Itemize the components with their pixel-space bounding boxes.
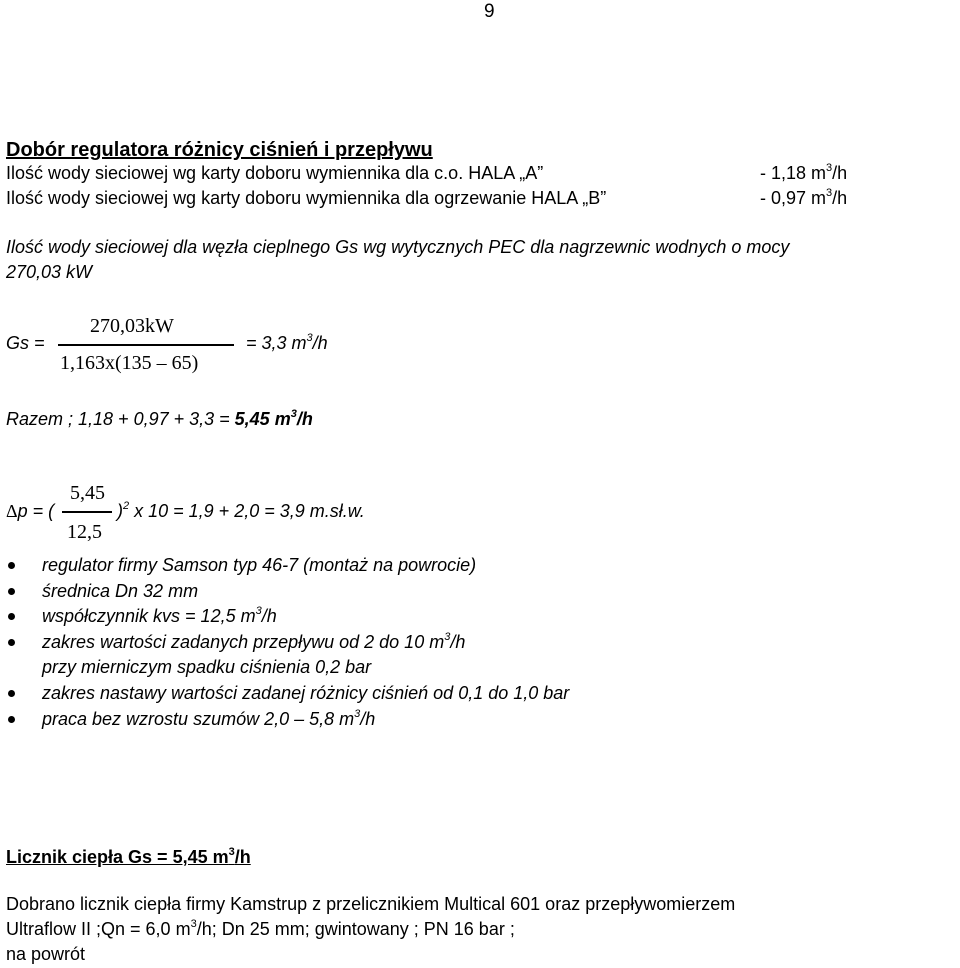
gs-formula-lhs: Gs = (6, 333, 45, 353)
bullet-dot (8, 562, 15, 569)
dp-fraction-line (62, 511, 112, 513)
heat-node-power-text: 270,03 kW (6, 262, 93, 282)
bullet-dot (8, 690, 15, 697)
bullet-dot (8, 588, 15, 595)
water-flow-hala-b-label: Ilość wody sieciowej wg karty doboru wymiennika dla ogrzewanie HALA „B” (6, 188, 607, 208)
gs-formula-denominator: 1,163x(135 – 65) (60, 352, 199, 374)
gs-formula-numerator: 270,03kW (90, 315, 174, 337)
gs-formula-result: = 3,3 $m^3/h$ (246, 332, 328, 353)
bullet-noise: praca bez wzrostu szumów 2,0 – 5,8 $m^3/h$ (42, 708, 376, 729)
bullet-dot (8, 613, 15, 620)
heat-meter-text-line3: na powrót (6, 944, 86, 964)
bullet-kvs: współczynnik kvs = 12,5 $m^3/h$ (42, 605, 277, 626)
heat-node-flow-text: Ilość wody sieciowej dla węzła cieplnego Gs wg wytycznych PEC dla nagrzewnic wodnych o mocy (6, 237, 790, 257)
page-number: 9 (484, 1, 495, 22)
water-flow-hala-a-value: - 1,18 $m^3/h$ (760, 162, 848, 183)
bullet-diameter: średnica Dn 32 mm (42, 581, 199, 601)
bullet-regulator: regulator firmy Samson typ 46-7 (montaż na powrocie) (42, 555, 477, 575)
heat-meter-text-line1: Dobrano licznik ciepła firmy Kamstrup z przelicznikiem Multical 601 oraz przepływomierzem (6, 894, 736, 914)
dp-formula-denominator: 12,5 (67, 521, 102, 543)
heat-meter-text-line2: Ultraflow II ;Qn = 6,0 $m^3/h$; Dn 25 mm; gwintowany ; PN 16 bar ; (6, 918, 515, 939)
bullet-flow-range: zakres wartości zadanych przepływu od 2 do 10 $m^3/h$ (42, 631, 466, 652)
total-flow-line: Razem ; 1,18 + 0,97 + 3,3 = 5,45 $m^3/h$ (6, 408, 313, 429)
bullet-dot (8, 716, 15, 723)
bullet-dot (8, 639, 15, 646)
dp-formula-numerator: 5,45 (70, 482, 105, 504)
gs-fraction-line (58, 344, 234, 346)
dp-formula-rest: )$^2$ x 10 = 1,9 + 2,0 = 3,9 m.sł.w. (117, 500, 365, 521)
dp-formula-lhs: Δp = ( (6, 501, 55, 521)
bullet-flow-range-continuation: przy mierniczym spadku ciśnienia 0,2 bar (42, 657, 372, 677)
section-heading: Dobór regulatora różnicy ciśnień i przepływu (6, 139, 433, 161)
delta-symbol: Δ (6, 501, 18, 521)
water-flow-hala-a-label: Ilość wody sieciowej wg karty doboru wymiennika dla c.o. HALA „A” (6, 163, 544, 183)
bullet-pressure-range: zakres nastawy wartości zadanej różnicy ciśnień od 0,1 do 1,0 bar (42, 683, 570, 703)
heat-meter-heading: Licznik ciepła Gs = 5,45 $m^3/h$ (6, 846, 251, 867)
water-flow-hala-b-value: - 0,97 $m^3/h$ (760, 187, 848, 208)
